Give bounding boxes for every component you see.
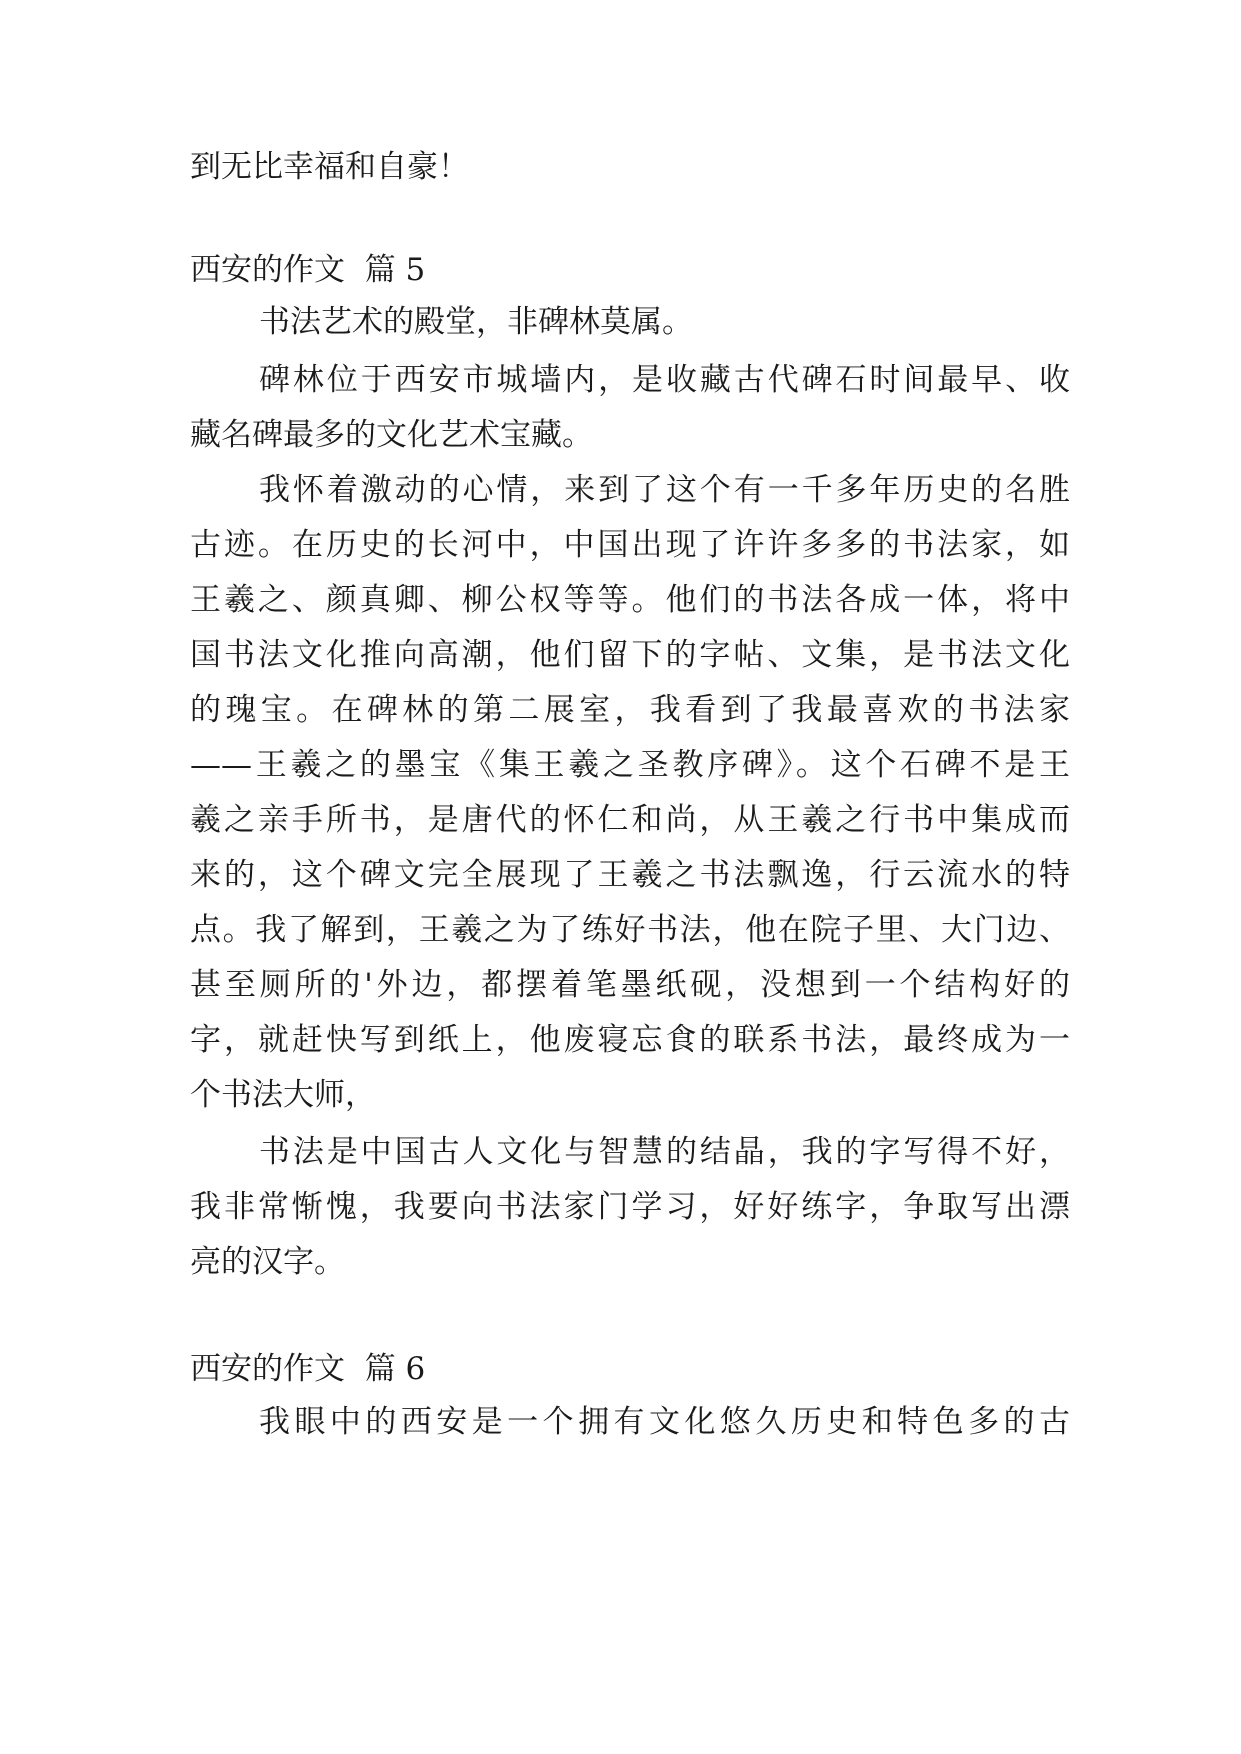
essay-6-paragraph-1-line-1: 我眼中的西安是一个拥有文化悠久历史和特色多的古 [259,1404,1070,1440]
essay-5-paragraph-3-line-2: 古迹。在历史的长河中，中国出现了许许多多的书法家，如 [190,527,1070,563]
essay-5-paragraph-3-line-6: ——王羲之的墨宝《集王羲之圣教序碑》。这个石碑不是王 [190,747,1070,783]
essay-5-paragraph-3-line-7: 羲之亲手所书，是唐代的怀仁和尚，从王羲之行书中集成而 [190,802,1070,838]
essay-5-paragraph-4-line-2: 我非常惭愧，我要向书法家门学习，好好练字，争取写出漂 [190,1189,1070,1225]
essay-5-heading: 西安的作文 篇 5 [190,252,426,288]
essay-5-paragraph-3-line-12: 个书法大师， [190,1077,376,1113]
essay-5-paragraph-4-line-1: 书法是中国古人文化与智慧的结晶，我的字写得不好， [259,1134,1070,1170]
essay-5-paragraph-3-line-1: 我怀着激动的心情，来到了这个有一千多年历史的名胜 [259,472,1070,508]
essay-5-paragraph-4-line-3: 亮的汉字。 [190,1244,345,1280]
essay-5-paragraph-3-line-9: 点。我了解到，王羲之为了练好书法，他在院子里、大门边、 [190,912,1070,948]
essay-5-paragraph-2-line-2: 藏名碑最多的文化艺术宝藏。 [190,417,593,453]
essay-5-paragraph-1-line-1: 书法艺术的殿堂，非碑林莫属。 [259,304,693,340]
essay-5-paragraph-2-line-1: 碑林位于西安市城墙内，是收藏古代碑石时间最早、收 [259,362,1070,398]
previous-essay-closing-line: 到无比幸福和自豪！ [190,149,469,185]
essay-5-paragraph-3-line-3: 王羲之、颜真卿、柳公权等等。他们的书法各成一体，将中 [190,582,1070,618]
essay-5-paragraph-3-line-10: 甚至厕所的'外边，都摆着笔墨纸砚，没想到一个结构好的 [190,967,1070,1003]
essay-6-heading: 西安的作文 篇 6 [190,1351,426,1387]
essay-5-paragraph-3-line-11: 字，就赶快写到纸上，他废寝忘食的联系书法，最终成为一 [190,1022,1070,1058]
essay-5-paragraph-3-line-5: 的瑰宝。在碑林的第二展室，我看到了我最喜欢的书法家 [190,692,1070,728]
essay-5-paragraph-3-line-4: 国书法文化推向高潮，他们留下的字帖、文集，是书法文化 [190,637,1070,673]
essay-5-paragraph-3-line-8: 来的，这个碑文完全展现了王羲之书法飘逸，行云流水的特 [190,857,1070,893]
